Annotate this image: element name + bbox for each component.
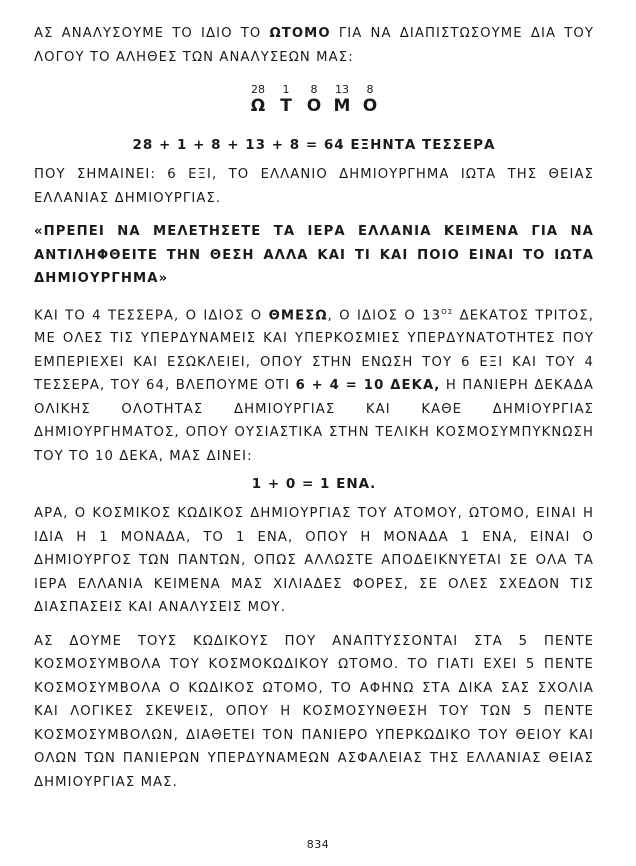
letter-values	[34, 83, 594, 96]
four-text-2: , Ο ΙΔΙΟΣ Ο 13	[327, 307, 442, 323]
word-letter: Τ	[280, 96, 292, 116]
four-text-4: Η ΠΑΝΙΕΡΗ ΔΕΚΑΔΑ ΟΛΙΚΗΣ ΟΛΟΤΗΤΑΣ ΔΗΜΙΟΥΡΓΙΑΣ ΚΑΙ ΚΑΘΕ ΔΗΜΙΟΥΡΓΙΑΣ ΔΗΜΙΟΥΡΓΗΜΑΤΟΣ, ΟΠΟΥ ΟΥΣΙΑΣΤΙΚΑ ΣΤΗΝ ΤΕΛΙΚΗ ΚΟΣΜΟΣΥΜΠΥΚΝΩΣΗ ΤΟΥ ΤΟ 10 ΔΕΚΑ, ΜΑΣ ΔΙΝΕΙ:	[34, 378, 594, 464]
symbols-paragraph: ΑΣ ΔΟΥΜΕ ΤΟΥΣ ΚΩΔΙΚΟΥΣ ΠΟΥ ΑΝΑΠΤΥΣΣΟΝΤΑΙ ΣΤΑ 5 ΠΕΝΤΕ ΚΟΣΜΟΣΥΜΒΟΛΑ ΤΟΥ ΚΟΣΜΟΚΩΔΙΚΟΥ ΩΤΟΜΟ. ΤΟ ΓΙΑΤΙ ΕΧΕΙ 5 ΠΕΝΤΕ ΚΟΣΜΟΣΥΜΒΟΛΑ Ο ΚΩΔΙΚΟΣ ΩΤΟΜΟ, ΤΟ ΑΦΗΝΩ ΣΤΑ ΔΙΚΑ ΣΑΣ ΣΧΟΛΙΑ ΚΑΙ ΛΟΓΙΚΕΣ ΣΚΕΨΕΙΣ, ΟΠΟΥ Η ΚΟΣΜΟΣΥΝΘΕΣΗ ΤΟΥ ΤΩΝ 5 ΠΕΝΤΕ ΚΟΣΜΟΣΥΜΒΟΛΩΝ, ΔΙΑΘΕΤΕΙ ΤΟΝ ΠΑΝΙΕΡΟ ΥΠΕΡΚΩΔΙΚΟ ΤΟΥ ΘΕΙΟΥ ΚΑΙ ΟΛΩΝ ΤΩΝ ΠΑΝΙΕΡΩΝ ΥΠΕΡΔΥΝΑΜΕΩΝ ΑΣΦΑΛΕΙΑΣ ΤΗΣ ΕΛΛΑΝΙΑΣ ΘΕΙΑΣ ΔΗΜΙΟΥΡΓΙΑΣ ΜΑΣ.	[34, 633, 594, 790]
four-paragraph	[34, 301, 594, 469]
four-name: ΘΜΕΣΩ	[268, 307, 328, 323]
word-letter: Ο	[306, 96, 322, 116]
letter-value: 28	[251, 83, 265, 96]
letter-value: 1	[282, 83, 290, 96]
letter-value: 8	[366, 83, 374, 96]
sum-line: 28 + 1 + 8 + 13 + 8 = 64 ΕΞΗΝΤΑ ΤΕΣΣΕΡΑ	[132, 137, 496, 153]
four-text-1: ΚΑΙ ΤΟ 4 ΤΕΣΣΕΡΑ, Ο ΙΔΙΟΣ Ο	[34, 307, 263, 323]
four-text-3: ΔΕΚΑΤΟΣ ΤΡΙΤΟΣ, ΜΕ ΟΛΕΣ ΤΙΣ ΥΠΕΡΔΥΝΑΜΕΙΣ ΚΑΙ ΥΠΕΡΚΟΣΜΙΕΣ ΥΠΕΡΔΥΝΑΤΟΤΗΤΕΣ ΠΟΥ ΕΜΠΕΡΙΕΧΕΙ ΚΑΙ ΕΣΩΚΛΕΙΕΙ, ΟΠΟΥ ΣΤΗΝ ΕΝΩΣΗ ΤΟΥ 6 ΕΞΙ ΚΑΙ ΤΟΥ 4 ΤΕΣΣΕΡΑ, ΤΟΥ 64, ΒΛΕΠΟΥΜΕ ΟΤΙ	[34, 307, 594, 394]
word-letter: Ω	[250, 96, 266, 116]
word-letters	[34, 96, 594, 116]
document-page	[34, 22, 594, 794]
intro-paragraph	[34, 22, 594, 69]
quote-paragraph: «ΠΡΕΠΕΙ ΝΑ ΜΕΛΕΤΗΣΕΤΕ ΤΑ ΙΕΡΑ ΕΛΛΑΝΙΑ ΚΕΙΜΕΝΑ ΓΙΑ ΝΑ ΑΝΤΙΛΗΦΘΕΙΤΕ ΤΗΝ ΘΕΣΗ ΑΛΛΑ ΚΑΙ ΤΙ ΚΑΙ ΠΟΙΟ ΕΙΝΑΙ ΤΟ ΙΩΤΑ ΔΗΜΙΟΥΡΓΗΜΑ»	[34, 224, 594, 286]
code-paragraph: ΑΡΑ, Ο ΚΟΣΜΙΚΟΣ ΚΩΔΙΚΟΣ ΔΗΜΙΟΥΡΓΙΑΣ ΤΟΥ ΑΤΟΜΟΥ, ΩΤΟΜΟ, ΕΙΝΑΙ Η ΙΔΙΑ Η 1 ΜΟΝΑΔΑ, ΤΟ 1 ΕΝΑ, ΟΠΟΥ Η ΜΟΝΑΔΑ 1 ΕΝΑ, ΕΙΝΑΙ Ο ΔΗΜΙΟΥΡΓΟΣ ΤΩΝ ΠΑΝΤΩΝ, ΟΠΩΣ ΑΛΛΩΣΤΕ ΑΠΟΔΕΙΚΝΥΕΤΑΙ ΣΕ ΟΛΑ ΤΑ ΙΕΡΑ ΕΛΛΑΝΙΑ ΚΕΙΜΕΝΑ ΜΑΣ ΧΙΛΙΑΔΕΣ ΦΟΡΕΣ, ΣΕ ΟΛΕΣ ΣΧΕΔΟΝ ΤΙΣ ΔΙΑΣΠΑΣΕΙΣ ΚΑΙ ΑΝΑΛΥΣΕΙΣ ΜΟΥ.	[34, 506, 594, 616]
four-bold: 6 + 4 = 10 ΔΕΚΑ,	[295, 378, 441, 394]
equation-line: 1 + 0 = 1 ΕΝΑ.	[251, 476, 377, 493]
word-letter: Ο	[362, 96, 378, 116]
ordinal-suffix: ΟΣ	[441, 307, 454, 316]
intro-text-end: ΓΙΑ ΝΑ ΔΙΑΠΙΣΤΩΣΟΥΜΕ ΔΙΑ ΤΟΥ ΛΟΓΟΥ ΤΟ ΑΛΗΘΕΣ ΤΩΝ ΑΝΑΛΥΣΕΩΝ ΜΑΣ:	[34, 26, 594, 65]
word-letter: Μ	[333, 96, 351, 116]
letter-value: 13	[335, 83, 349, 96]
intro-text-start: ΑΣ ΑΝΑΛΥΣΟΥΜΕ ΤΟ ΙΔΙΟ ΤΟ	[34, 26, 262, 41]
letter-value: 8	[310, 83, 318, 96]
intro-word: ΩΤΟΜΟ	[269, 26, 331, 41]
meaning-paragraph: ΠΟΥ ΣΗΜΑΙΝΕΙ: 6 ΕΞΙ, ΤΟ ΕΛΛΑΝΙΟ ΔΗΜΙΟΥΡΓΗΜΑ ΙΩΤΑ ΤΗΣ ΘΕΙΑΣ ΕΛΛΑΝΙΑΣ ΔΗΜΙΟΥΡΓΙΑΣ.	[34, 167, 594, 206]
page-number: 834	[306, 838, 330, 851]
word-breakdown	[34, 83, 594, 127]
